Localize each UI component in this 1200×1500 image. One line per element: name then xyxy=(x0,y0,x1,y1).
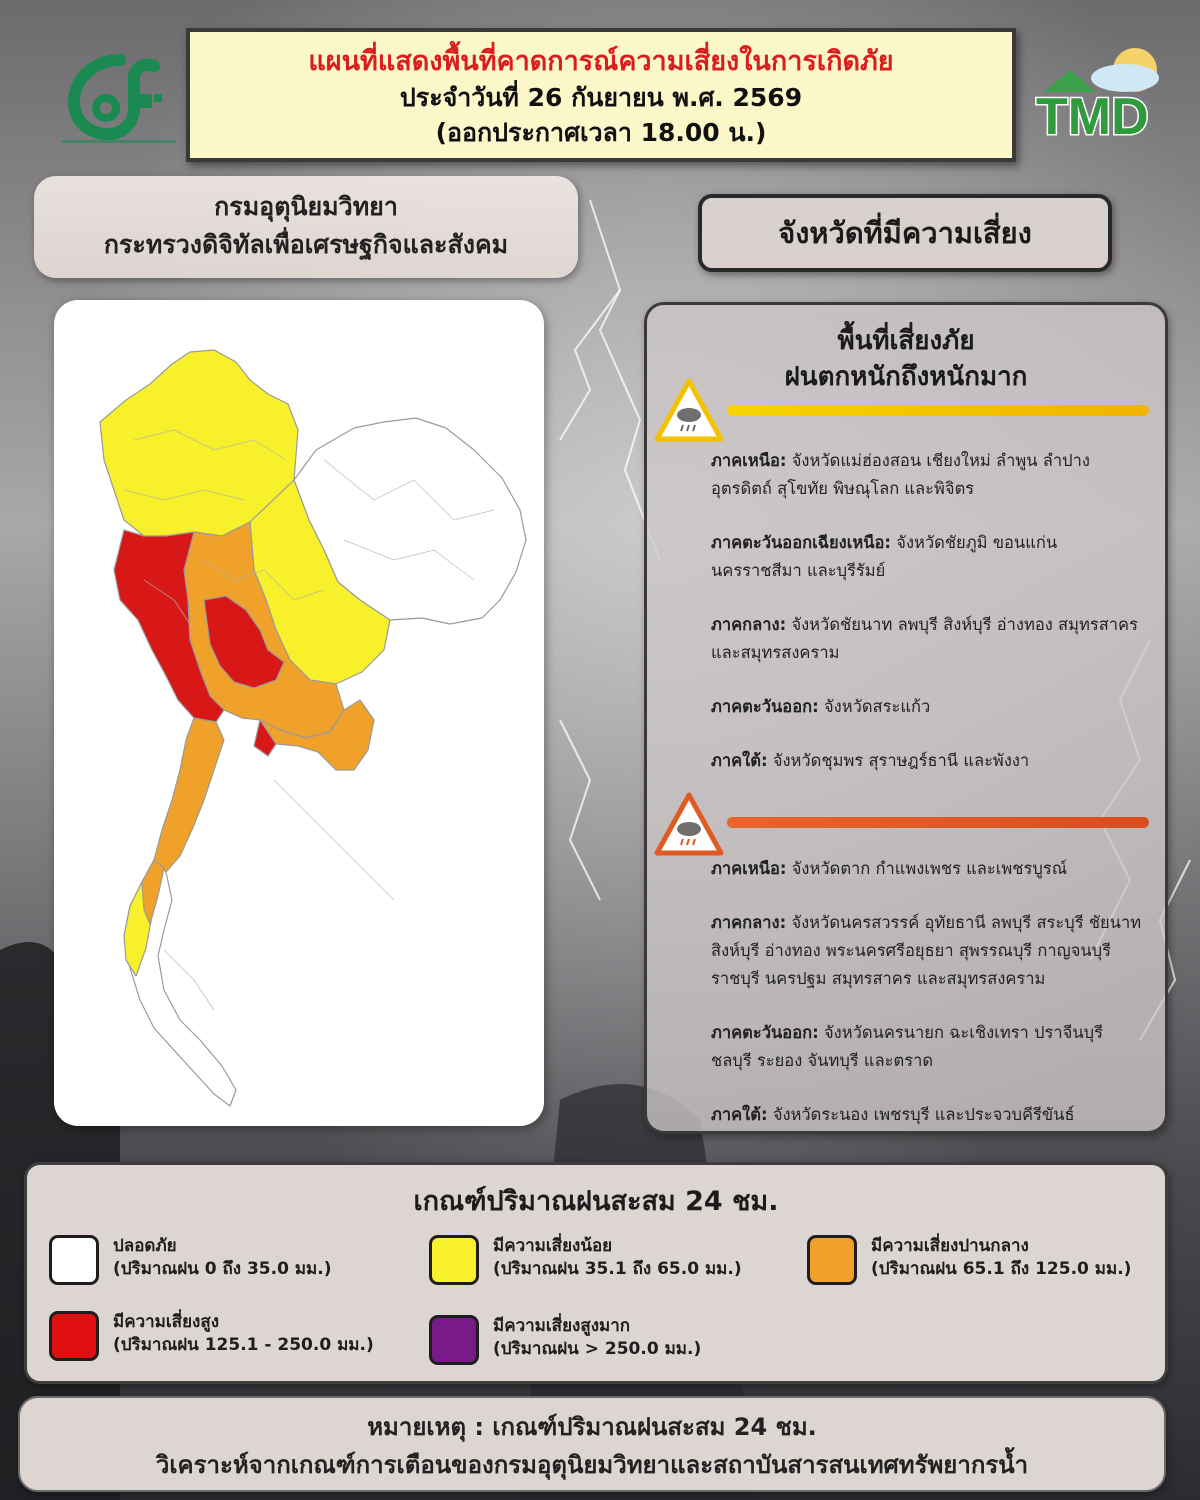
legend-label: มีความเสี่ยงสูงมาก xyxy=(493,1316,631,1336)
header-title-box xyxy=(186,28,1016,162)
legend-swatch xyxy=(429,1235,479,1285)
warning-triangle-rain-icon xyxy=(653,377,725,443)
moderate-entry-northeast: ภาคตะวันออกเฉียงเหนือ: จังหวัดชัยภูมิ ขอนแก่น นครราชสีมา และบุรีรัมย์ xyxy=(711,533,1058,580)
region-upper-south xyxy=(154,718,224,872)
moderate-entry-central: ภาคกลาง: จังหวัดชัยนาท ลพบุรี สิงห์บุรี อ่างทอง สมุทรสาคร และสมุทรสงคราม xyxy=(711,615,1138,662)
moderate-entry-north: ภาคเหนือ: จังหวัดแม่ฮ่องสอน เชียงใหม่ ลำพูน ลำปาง อุตรดิตถ์ สุโขทัย พิษณุโลก และพิจิตร xyxy=(711,451,1090,498)
legend-title: เกณฑ์ปริมาณฝนสะสม 24 ชม. xyxy=(413,1186,779,1217)
ministry-name: กระทรวงดิจิทัลเพื่อเศรษฐกิจและสังคม xyxy=(103,230,509,259)
note-line1: หมายเหตุ : เกณฑ์ปริมาณฝนสะสม 24 ชม. xyxy=(367,1413,817,1441)
moderate-entry-south: ภาคใต้: จังหวัดชุมพร สุราษฎร์ธานี และพังงา xyxy=(711,751,1030,770)
legend-range: (ปริมาณฝน > 250.0 มม.) xyxy=(493,1339,702,1359)
legend-swatch xyxy=(429,1315,479,1365)
high-entry-east: ภาคตะวันออก: จังหวัดนครนายก ฉะเชิงเทรา ปราจีนบุรี ชลบุรี ระยอง จันทบุรี และตราด xyxy=(711,1023,1103,1070)
legend-label: ปลอดภัย xyxy=(113,1236,177,1256)
risk-provinces-title: จังหวัดที่มีความเสี่ยง xyxy=(698,194,1112,272)
legend-swatch xyxy=(49,1235,99,1285)
tmd-logo xyxy=(1030,40,1180,144)
legend-range: (ปริมาณฝน 0 ถึง 35.0 มม.) xyxy=(113,1259,332,1279)
risk-heading-line2: ฝนตกหนักถึงหนักมาก xyxy=(784,362,1028,392)
moderate-risk-list xyxy=(711,447,1143,801)
legend-item-low xyxy=(429,1235,742,1285)
legend-item-moderate xyxy=(807,1235,1131,1285)
tmd-cloud-sun-logo-icon xyxy=(1030,40,1180,144)
high-entry-south: ภาคใต้: จังหวัดระนอง เพชรบุรี และประจวบคีรีขันธ์ xyxy=(711,1105,1075,1124)
high-risk-list xyxy=(711,855,1143,1155)
legend-item-safe xyxy=(49,1235,331,1285)
thailand-risk-map[interactable] xyxy=(54,300,544,1126)
rainfall-legend xyxy=(24,1162,1168,1384)
risk-areas-panel xyxy=(644,302,1168,1134)
high-entry-central: ภาคกลาง: จังหวัดนครสวรรค์ อุทัยธานี ลพบุรี สระบุรี ชัยนาท สิงห์บุรี อ่างทอง พระนครศรีอยุธยา สุพรรณบุรี กาญจนบุรี ราชบุรี นครปฐม สมุทรสาคร และสมุทรสงคราม xyxy=(711,913,1142,988)
legend-item-high xyxy=(49,1311,374,1361)
legend-swatch xyxy=(49,1311,99,1361)
moderate-entry-east: ภาคตะวันออก: จังหวัดสระแก้ว xyxy=(711,697,931,716)
legend-item-very-high xyxy=(429,1315,701,1365)
agency-name: กรมอุตุนิยมวิทยา xyxy=(214,192,398,221)
moderate-risk-band xyxy=(727,405,1149,416)
issue-time: (ออกประกาศเวลา 18.00 น.) xyxy=(435,118,767,147)
ministry-logo xyxy=(60,48,178,148)
note-box xyxy=(18,1396,1166,1492)
warning-triangle-rain-icon xyxy=(653,791,725,857)
map-title: แผนที่แสดงพื้นที่คาดการณ์ความเสี่ยงในการเกิดภัย xyxy=(308,46,894,77)
legend-swatch xyxy=(807,1235,857,1285)
note-line2: วิเคราะห์จากเกณฑ์การเตือนของกรมอุตุนิยมวิทยาและสถาบันสารสนเทศทรัพยากรน้ำ xyxy=(155,1451,1029,1479)
legend-label: มีความเสี่ยงน้อย xyxy=(493,1236,613,1256)
legend-range: (ปริมาณฝน 125.1 - 250.0 มม.) xyxy=(113,1335,374,1355)
legend-range: (ปริมาณฝน 65.1 ถึง 125.0 มม.) xyxy=(871,1259,1132,1279)
legend-range: (ปริมาณฝน 35.1 ถึง 65.0 มม.) xyxy=(493,1259,742,1279)
agency-box xyxy=(34,176,578,278)
digital-economy-ministry-logo-icon xyxy=(60,48,178,148)
high-entry-north: ภาคเหนือ: จังหวัดตาก กำแพงเพชร และเพชรบูรณ์ xyxy=(711,859,1068,878)
high-risk-band xyxy=(727,817,1149,828)
legend-label: มีความเสี่ยงสูง xyxy=(113,1312,220,1332)
legend-label: มีความเสี่ยงปานกลาง xyxy=(871,1236,1029,1256)
forecast-date: ประจำวันที่ 26 กันยายน พ.ศ. 2569 xyxy=(399,83,803,112)
thailand-map-svg xyxy=(54,300,544,1126)
risk-heading-line1: พื้นที่เสี่ยงภัย xyxy=(837,326,975,356)
tmd-logo-text: TMD xyxy=(1036,88,1149,144)
